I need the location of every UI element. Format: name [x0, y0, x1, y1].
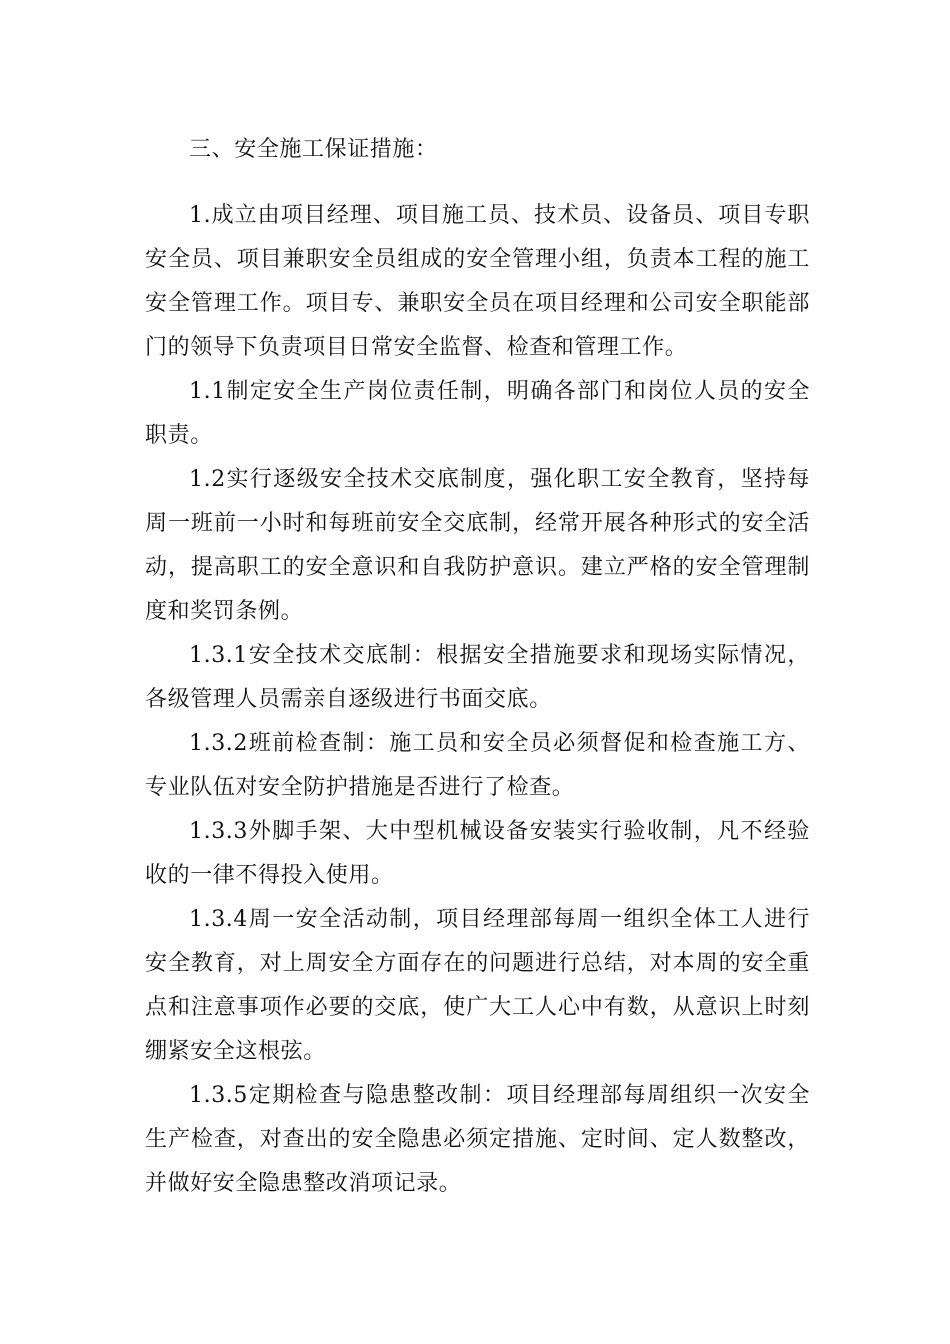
paragraph-1-1: 1.1制定安全生产岗位责任制，明确各部门和岗位人员的安全职责。: [145, 379, 810, 448]
section-heading: 三、安全施工保证措施：: [189, 137, 438, 162]
paragraph-1-3-3: 1.3.3外脚手架、大中型机械设备安装实行验收制，凡不经验收的一律不得投入使用。: [145, 819, 810, 888]
paragraph-1-2: 1.2实行逐级安全技术交底制度，强化职工安全教育，坚持每周一班前一小时和每班前安全交底制，经常开展各种形式的安全活动，提高职工的安全意识和自我防护意识。建立严格的安全管理制度和奖罚条例。: [145, 467, 810, 624]
paragraph-1-3-1: 1.3.1安全技术交底制：根据安全措施要求和现场实际情况，各级管理人员需亲自逐级进行书面交底。: [145, 643, 810, 712]
document-body: [145, 128, 810, 1206]
paragraph-1-3-5: 1.3.5定期检查与隐患整改制：项目经理部每周组织一次安全生产检查，对查出的安全隐患必须定措施、定时间、定人数整改，并做好安全隐患整改消项记录。: [145, 1083, 810, 1196]
paragraph-1: 1.成立由项目经理、项目施工员、技术员、设备员、项目专职安全员、项目兼职安全员组成的安全管理小组，负责本工程的施工安全管理工作。项目专、兼职安全员在项目经理和公司安全职能部门的领导下负责项目日常安全监督、检查和管理工作。: [145, 203, 810, 360]
paragraph-1-3-2: 1.3.2班前检查制：施工员和安全员必须督促和检查施工方、专业队伍对安全防护措施是否进行了检查。: [145, 731, 810, 800]
paragraph-1-3-4: 1.3.4周一安全活动制，项目经理部每周一组织全体工人进行安全教育，对上周安全方面存在的问题进行总结，对本周的安全重点和注意事项作必要的交底，使广大工人心中有数，从意识上时刻绷紧安全这根弦。: [145, 907, 810, 1064]
